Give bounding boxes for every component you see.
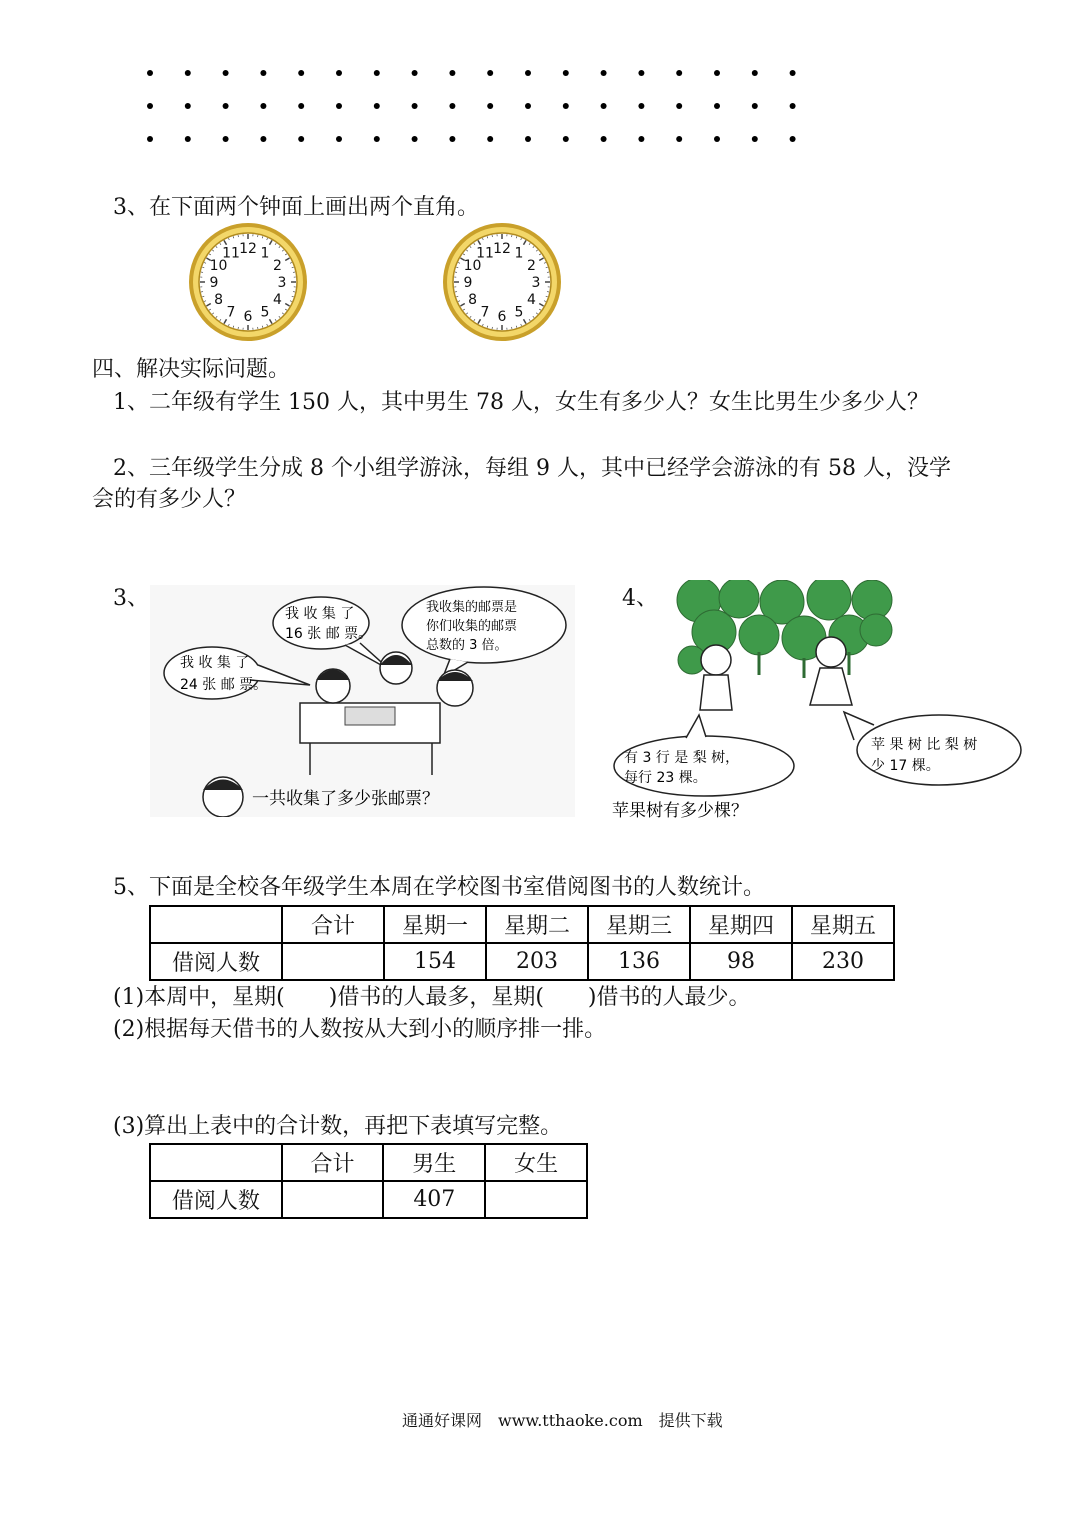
clock-numeral: 3: [531, 275, 541, 291]
grid-dot: [601, 70, 607, 76]
footer-text: 通通好课网 www.tthaoke.com 提供下载: [402, 1411, 723, 1430]
q3-text: 3、在下面两个钟面上画出两个直角。: [113, 195, 479, 220]
grid-dot: [223, 70, 229, 76]
grid-dot: [714, 136, 720, 142]
table-header-cell: [150, 906, 282, 943]
grid-dot: [260, 136, 266, 142]
orchard-illustration: [604, 580, 1029, 825]
grid-dot: [676, 103, 682, 109]
problem-1: 1、二年级有学生 150 人，其中男生 78 人，女生有多少人？女生比男生少多少人？: [113, 390, 929, 415]
grid-dot: [260, 103, 266, 109]
grid-dot: [374, 70, 380, 76]
grid-dot: [714, 70, 720, 76]
table-row-label: 借阅人数: [150, 1181, 282, 1218]
grid-dot: [752, 70, 758, 76]
table-header-cell: 星期五: [792, 906, 894, 943]
grid-dot: [790, 70, 796, 76]
section-title: 四、解决实际问题。: [92, 357, 291, 382]
grid-dot: [525, 136, 531, 142]
grid-dot: [638, 103, 644, 109]
table-header-row: [150, 906, 894, 943]
table-header-cell: 男生: [383, 1144, 485, 1181]
q5-intro: 5、下面是全校各年级学生本周在学校图书室借阅图书的人数统计。: [113, 875, 765, 900]
grid-dot: [487, 103, 493, 109]
table-header-cell: [150, 1144, 282, 1181]
grid-dot: [185, 136, 191, 142]
clock-numeral: 6: [497, 309, 507, 325]
table-row-label: 借阅人数: [150, 943, 282, 980]
clock-numeral: 2: [272, 258, 282, 274]
grid-dot: [336, 103, 342, 109]
grid-dot: [298, 103, 304, 109]
table-header-cell: 合计: [282, 1144, 384, 1181]
clock-numeral: 12: [239, 241, 257, 257]
grid-dot: [147, 103, 153, 109]
grid-dot: [147, 70, 153, 76]
borrow-table-gender: [149, 1143, 588, 1219]
grid-dot: [223, 103, 229, 109]
grid-dot: [185, 103, 191, 109]
grid-dot: [487, 70, 493, 76]
grid-dot: [449, 136, 455, 142]
grid-dot: [563, 136, 569, 142]
problem-4-number: 4、: [622, 586, 658, 611]
stamp-illustration: [150, 585, 575, 817]
clock-numeral: 10: [463, 258, 482, 274]
clock-numeral: 6: [243, 309, 253, 325]
q5-sub1: (1)本周中，星期( )借书的人最多，星期( )借书的人最少。: [113, 985, 751, 1010]
grid-dot: [525, 103, 531, 109]
grid-dot: [676, 70, 682, 76]
grid-dot: [449, 103, 455, 109]
total-blank-cell[interactable]: [282, 1181, 384, 1218]
clock-numeral: 7: [480, 304, 490, 321]
grid-dot: [336, 136, 342, 142]
grid-dot: [676, 136, 682, 142]
q5-sub3: (3)算出上表中的合计数，再把下表填写完整。: [113, 1114, 563, 1139]
grid-dot: [185, 70, 191, 76]
clock-numeral: 5: [260, 304, 270, 321]
problem-3-question: 一共收集了多少张邮票？: [252, 789, 439, 809]
clock-numeral: 9: [209, 275, 219, 291]
girls-blank-cell[interactable]: [485, 1181, 587, 1218]
clock-numeral: 8: [214, 292, 224, 308]
p4-bubble-left-line2: 每行 23 棵。: [624, 770, 707, 786]
clock-numeral: 3: [277, 275, 287, 291]
grid-dot: [487, 136, 493, 142]
table-header-cell: 星期二: [486, 906, 588, 943]
bubble-right-line3: 总数的 3 倍。: [426, 638, 508, 653]
table-cell: 154: [384, 943, 486, 980]
clock-numeral: 9: [463, 275, 473, 291]
problem-3-number: 3、: [113, 586, 149, 611]
p4-bubble-right-line1: 苹 果 树 比 梨 树: [871, 737, 978, 753]
clock-numeral: 4: [272, 292, 282, 308]
table-header-cell: 合计: [282, 906, 384, 943]
bubble-mid-line1: 我 收 集 了: [285, 606, 355, 622]
grid-dot: [638, 136, 644, 142]
bubble-left-line1: 我 收 集 了: [180, 655, 250, 671]
p4-bubble-left-line1: 有 3 行 是 梨 树，: [624, 750, 740, 766]
dot-grid: [140, 62, 800, 152]
grid-dot: [449, 70, 455, 76]
grid-dot: [601, 136, 607, 142]
total-blank-cell[interactable]: [282, 943, 384, 980]
grid-dot: [336, 70, 342, 76]
clock-face-left[interactable]: [186, 220, 310, 344]
grid-dot: [714, 103, 720, 109]
table-header-cell: 星期三: [588, 906, 690, 943]
bubble-mid-line2: 16 张 邮 票。: [285, 626, 373, 642]
clock-numeral: 12: [493, 241, 511, 257]
grid-dot: [563, 70, 569, 76]
table-cell: 136: [588, 943, 690, 980]
q5-sub2: (2)根据每天借书的人数按从大到小的顺序排一排。: [113, 1017, 607, 1042]
grid-dot: [298, 70, 304, 76]
clock-numeral: 1: [260, 245, 270, 262]
grid-dot: [525, 70, 531, 76]
table-row: [150, 943, 894, 980]
grid-dot: [412, 103, 418, 109]
grid-dot: [790, 103, 796, 109]
problem-4-question: 苹果树有多少棵？: [612, 801, 748, 821]
clock-numeral: 8: [468, 292, 478, 308]
problem-2-line2: 会的有多少人？: [92, 487, 247, 512]
table-cell: 230: [792, 943, 894, 980]
grid-dot: [374, 103, 380, 109]
clock-numeral: 7: [226, 304, 236, 321]
table-cell: 407: [383, 1181, 485, 1218]
grid-dot: [412, 136, 418, 142]
table-header-cell: 星期一: [384, 906, 486, 943]
grid-dot: [298, 136, 304, 142]
grid-dot: [412, 70, 418, 76]
grid-dot: [563, 103, 569, 109]
bubble-left-line2: 24 张 邮 票。: [180, 677, 268, 693]
clock-numeral: 10: [209, 258, 228, 274]
table-header-cell: 女生: [485, 1144, 587, 1181]
bubble-right-line2: 你们收集的邮票: [426, 619, 518, 634]
grid-dot: [260, 70, 266, 76]
grid-dot: [223, 136, 229, 142]
table-row: [150, 1181, 587, 1218]
grid-dot: [790, 136, 796, 142]
grid-dot: [752, 136, 758, 142]
table-cell: 98: [690, 943, 792, 980]
grid-dot: [147, 136, 153, 142]
clock-numeral: 11: [476, 245, 494, 262]
borrow-table-weekly: [149, 905, 895, 981]
table-cell: 203: [486, 943, 588, 980]
clock-numeral: 2: [526, 258, 536, 274]
clock-numeral: 11: [222, 245, 240, 262]
bubble-right-line1: 我收集的邮票是: [426, 600, 518, 615]
clock-face-right[interactable]: [440, 220, 564, 344]
problem-2-line1: 2、三年级学生分成 8 个小组学游泳，每组 9 人，其中已经学会游泳的有 58 人，没学: [113, 456, 951, 481]
p4-bubble-right-line2: 少 17 棵。: [871, 758, 940, 774]
clock-numeral: 5: [514, 304, 524, 321]
grid-dot: [601, 103, 607, 109]
clock-numeral: 4: [526, 292, 536, 308]
grid-dot: [638, 70, 644, 76]
clock-numeral: 1: [514, 245, 524, 262]
grid-dot: [374, 136, 380, 142]
table-header-row: [150, 1144, 587, 1181]
grid-dot: [752, 103, 758, 109]
table-header-cell: 星期四: [690, 906, 792, 943]
